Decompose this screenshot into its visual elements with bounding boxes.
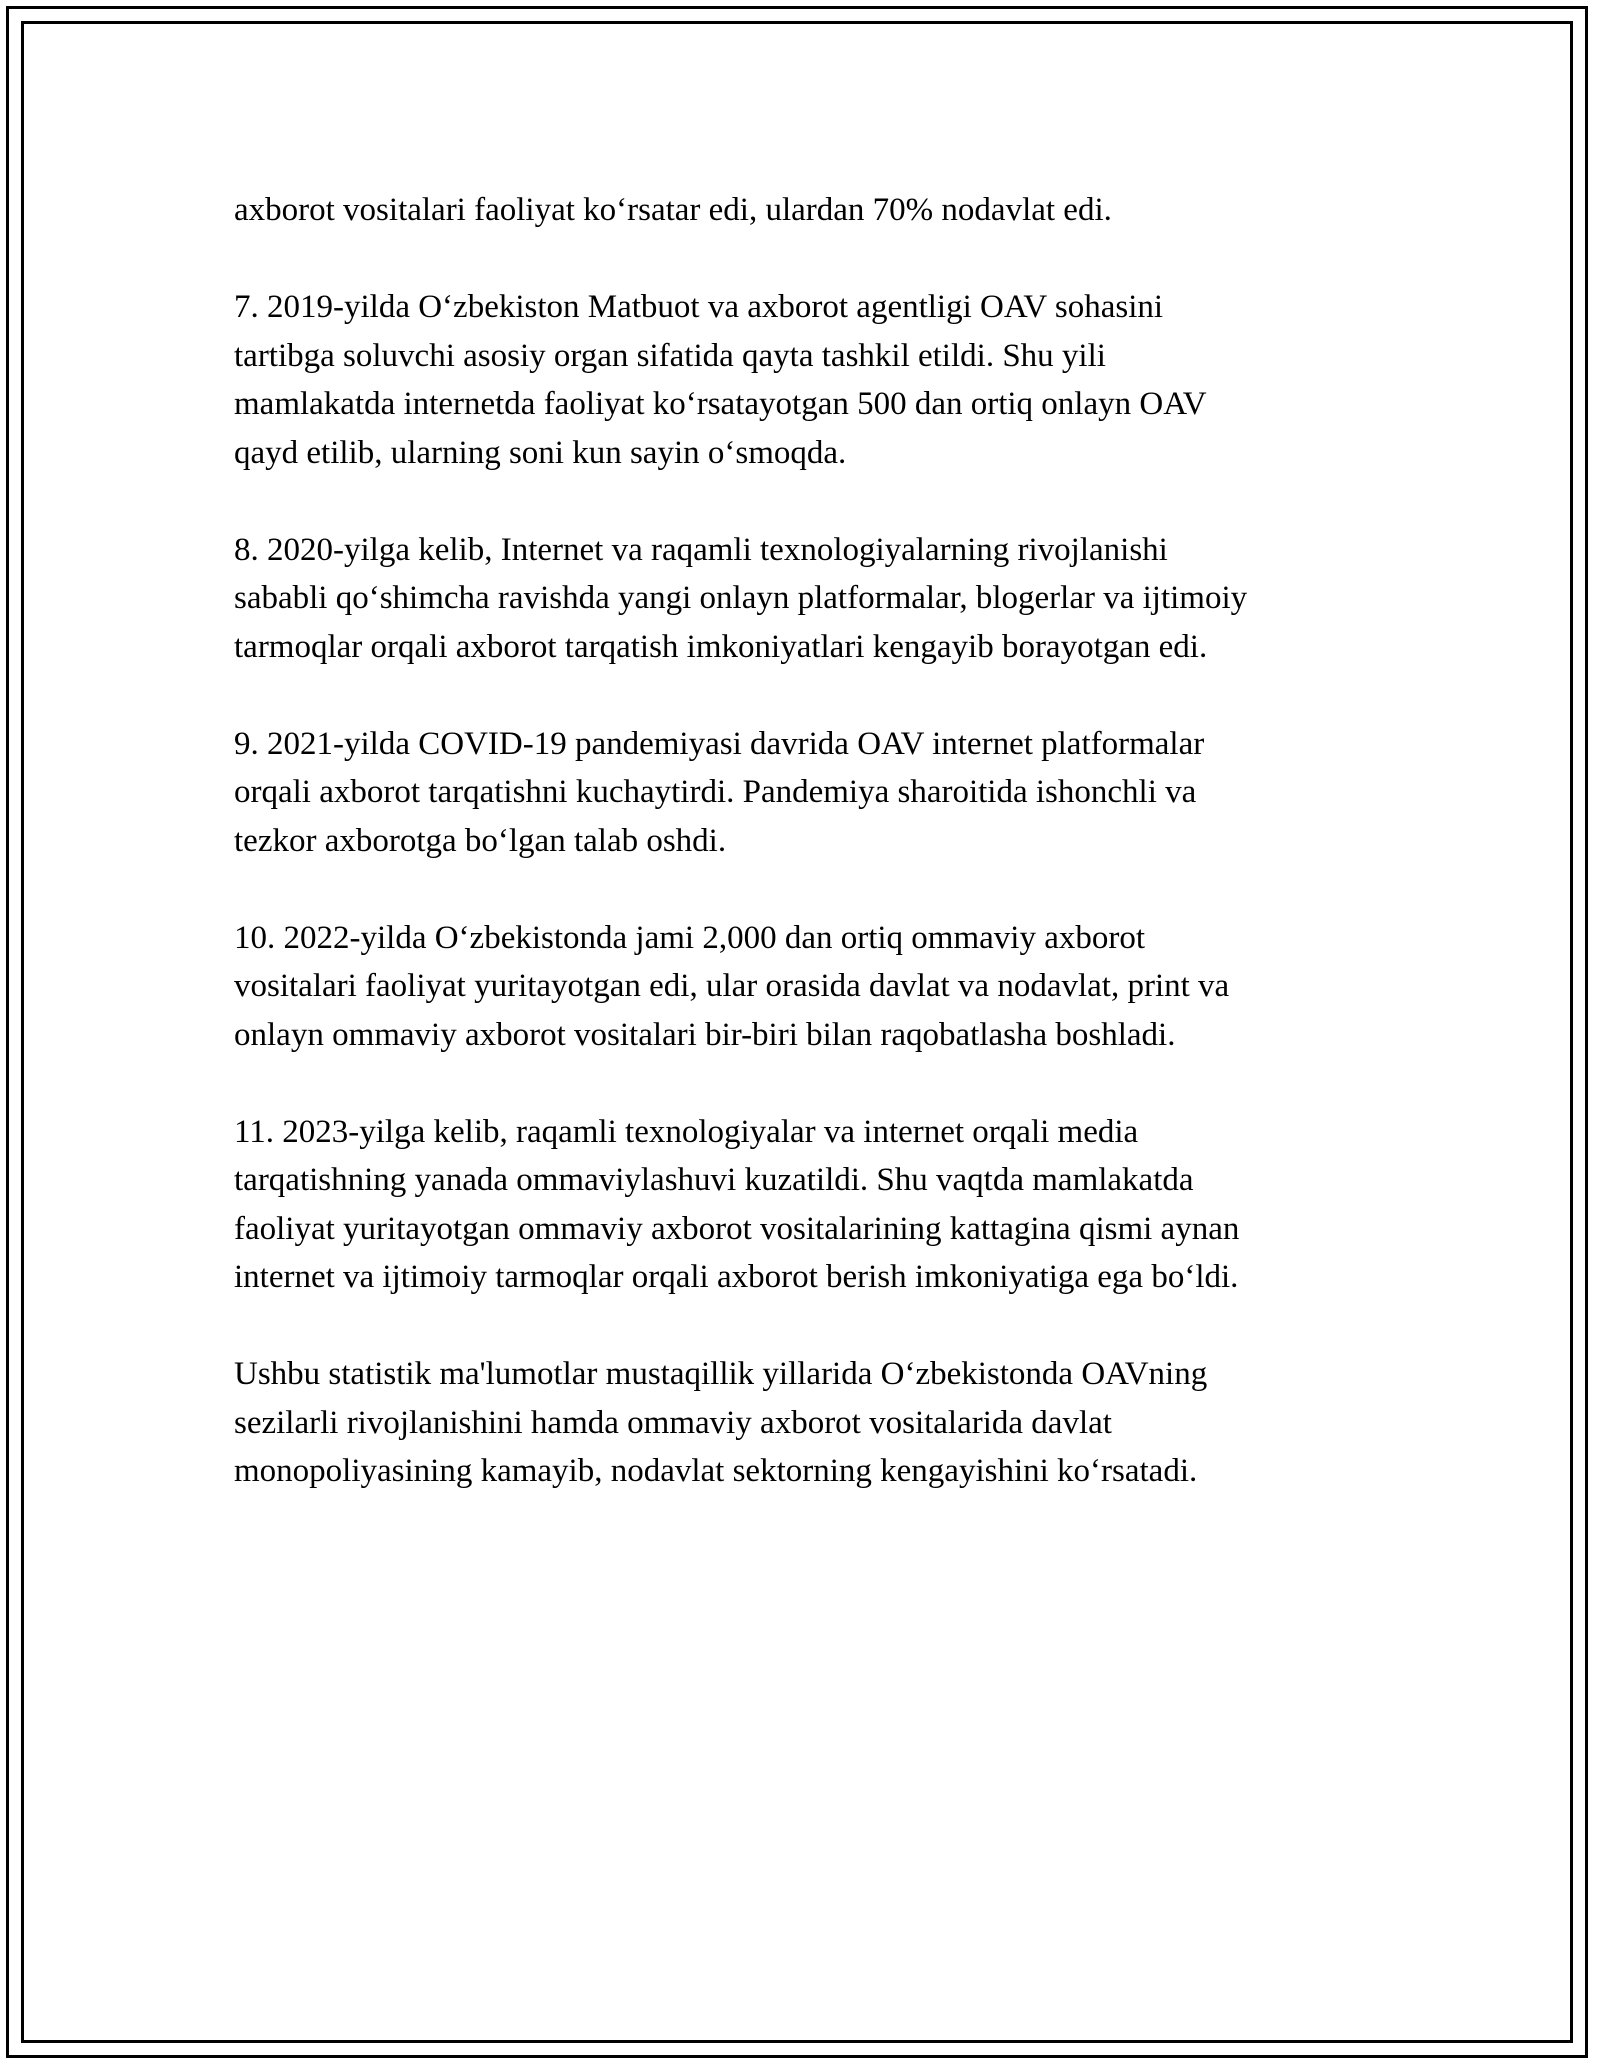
paragraph-item-7: 7. 2019-yilda O‘zbekiston Matbuot va axborot agentligi OAV sohasini tartibga soluvchi asosiy organ sifatida qayta tashkil etildi. Shu yili mamlakatda internetda faoliyat ko‘rsatayotgan 500 dan ortiq onlayn OAV qayd etilib, ularning soni kun sayin o‘smoqda. [234,289,1207,471]
document-body [234,186,1374,1544]
paragraph-item-11: 11. 2023-yilga kelib, raqamli texnologiyalar va internet orqali media tarqatishning yanada ommaviylashuvi kuzatildi. Shu vaqtda mamlakatda faoliyat yuritayotgan ommaviy axborot vositalarining kattagina qismi aynan internet va ijtimoiy tarmoqlar orqali axborot berish imkoniyatiga ega bo‘ldi. [234,1113,1240,1295]
paragraph-continuation: axborot vositalari faoliyat ko‘rsatar edi, ulardan 70% nodavlat edi. [234,192,1112,228]
paragraph-item-9: 9. 2021-yilda COVID-19 pandemiyasi davrida OAV internet platformalar orqali axborot tarqatishni kuchaytirdi. Pandemiya sharoitida ishonchli va tezkor axborotga bo‘lgan talab oshdi. [234,725,1205,859]
paragraph-conclusion: Ushbu statistik ma'lumotlar mustaqillik yillarida O‘zbekistonda OAVning sezilarli rivojlanishini hamda ommaviy axborot vositalarida davlat monopoliyasining kamayib, nodavlat sektorning kengayishini ko‘rsatadi. [234,1356,1208,1489]
paragraph-item-8: 8. 2020-yilga kelib, Internet va raqamli texnologiyalarning rivojlanishi sababli qo‘shimcha ravishda yangi onlayn platformalar, blogerlar va ijtimoiy tarmoqlar orqali axborot tarqatish imkoniyatlari kengayib borayotgan edi. [234,531,1248,665]
paragraph-item-10: 10. 2022-yilda O‘zbekistonda jami 2,000 dan ortiq ommaviy axborot vositalari faoliyat yuritayotgan edi, ular orasida davlat va nodavlat, print va onlayn ommaviy axborot vositalari bir-biri bilan raqobatlasha boshladi. [234,919,1230,1053]
